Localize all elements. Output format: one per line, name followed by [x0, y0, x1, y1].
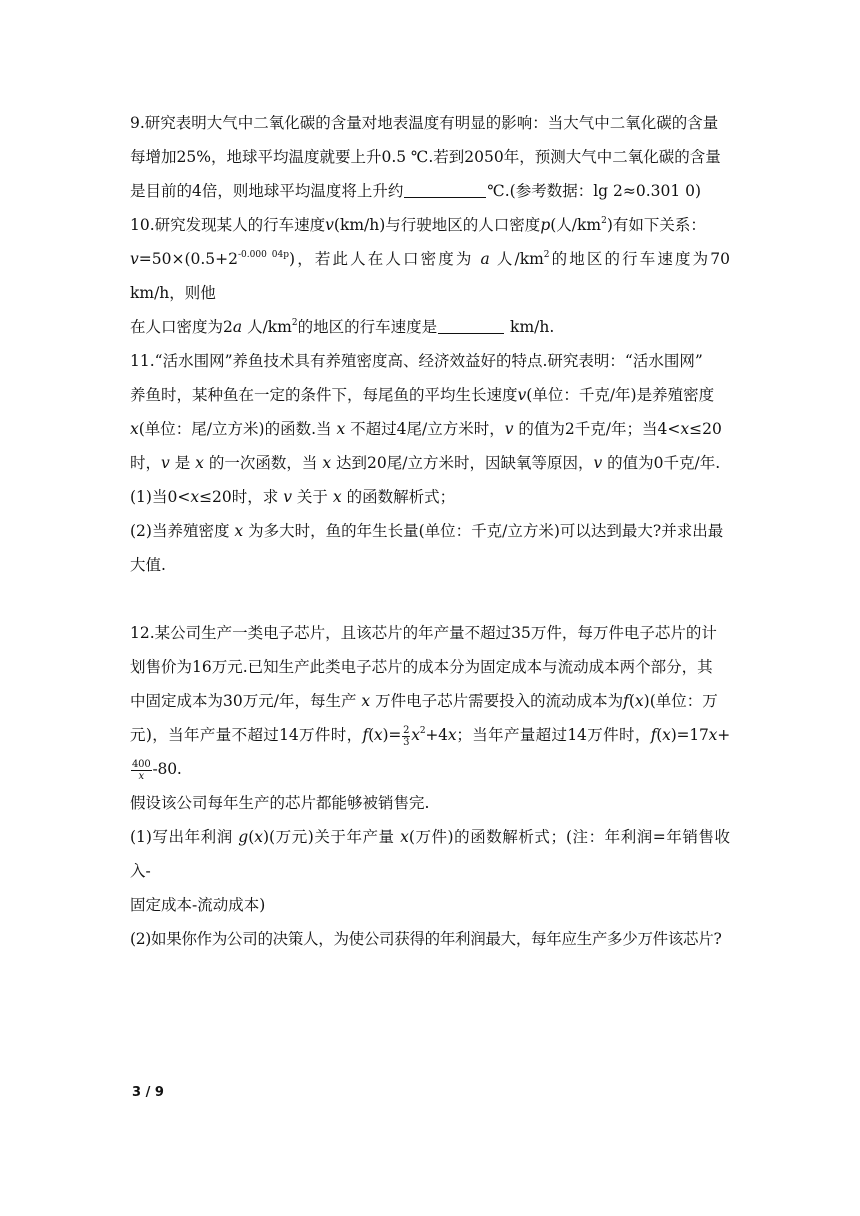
question-11-line-3: x(单位：尾/立方米)的函数.当 x 不超过4尾/立方米时，v 的值为2千克/年；当4<x≤20 [130, 420, 722, 438]
question-9-line-2: 每增加25%，地球平均温度就要上升0.5 ℃.若到2050年，预测大气中二氧化碳的含量 [130, 148, 721, 166]
question-12 [130, 616, 730, 956]
question-12-line-2: 划售价为16万元.已知生产此类电子芯片的成本分为固定成本与流动成本两个部分，其 [130, 658, 713, 676]
question-11-line-4: 时，v 是 x 的一次函数，当 x 达到20尾/立方米时，因缺氧等原因，v 的值为0千克/年. [130, 454, 721, 472]
question-9-line-1: 9.研究表明大气中二氧化碳的含量对地表温度有明显的影响：当大气中二氧化碳的含量 [130, 114, 719, 132]
answer-blank [438, 317, 504, 334]
question-12-part-1-cont: 固定成本-流动成本) [130, 896, 266, 914]
question-12-line-4: 元)，当年产量不超过14万件时，f(x)= $\frac{2}{3}$ $x^2+4x$；当年产量超过14万件时，f(x)=17x+ $\frac{400}{x}-80$. [130, 724, 730, 782]
question-9 [130, 106, 730, 208]
document-content [130, 106, 730, 956]
question-11-line-1: 11.“活水围网”养鱼技术具有养殖密度高、经济效益好的特点.研究表明：“活水围网” [130, 352, 703, 370]
question-10-line-1: 10.研究发现某人的行车速度v(km/h)与行驶地区的人口密度p(人$/km^2$)有如下关系： [130, 216, 706, 234]
question-11-line-2: 养鱼时，某种鱼在一定的条件下，每尾鱼的平均生长速度v(单位：千克/年)是养殖密度 [130, 386, 715, 404]
question-11-part-2: (2)当养殖密度 x 为多大时，鱼的年生长量(单位：千克/立方米)可以达到最大?并求出最 [130, 522, 724, 540]
question-11-part-2-cont: 大值. [130, 556, 166, 574]
question-12-line-1: 12.某公司生产一类电子芯片，且该芯片的年产量不超过35万件，每万件电子芯片的计 [130, 624, 717, 642]
answer-blank [404, 181, 486, 198]
question-11-part-1: (1)当0<x≤20时，求 v 关于 x 的函数解析式； [130, 488, 456, 506]
question-11 [130, 344, 730, 582]
question-10-line-3: 在人口密度为2a 人$/km^2$的地区的行车速度是 km/h. [130, 318, 555, 336]
question-12-line-5: 假设该公司每年生产的芯片都能够被销售完. [130, 794, 430, 812]
question-12-part-2: (2)如果你作为公司的决策人，为使公司获得的年利润最大，每年应生产多少万件该芯片? [130, 930, 722, 948]
question-12-part-1: (1)写出年利润 g(x)(万元)关于年产量 x(万件)的函数解析式；(注：年利润=年销售收入- [130, 828, 730, 880]
page-number: 3 / 9 [132, 1085, 164, 1100]
question-10 [130, 208, 730, 344]
question-9-line-3: 是目前的4倍，则地球平均温度将上升约 ℃.(参考数据：lg 2≈0.301 0) [130, 182, 702, 200]
fraction-two-thirds: $\frac{2}{3}$ [403, 724, 410, 748]
question-12-line-3: 中固定成本为30万元/年，每生产 x 万件电子芯片需要投入的流动成本为f(x)(单位：万 [130, 692, 718, 710]
fraction-400-over-x: $\frac{400}{x}$ [132, 758, 151, 782]
question-10-formula-line: $v=50\times(0.5+2^{-0.000 04p})$，若此人在人口密度为 a 人$/km^2$的地区的行车速度为70 km/h，则他 [130, 250, 730, 302]
